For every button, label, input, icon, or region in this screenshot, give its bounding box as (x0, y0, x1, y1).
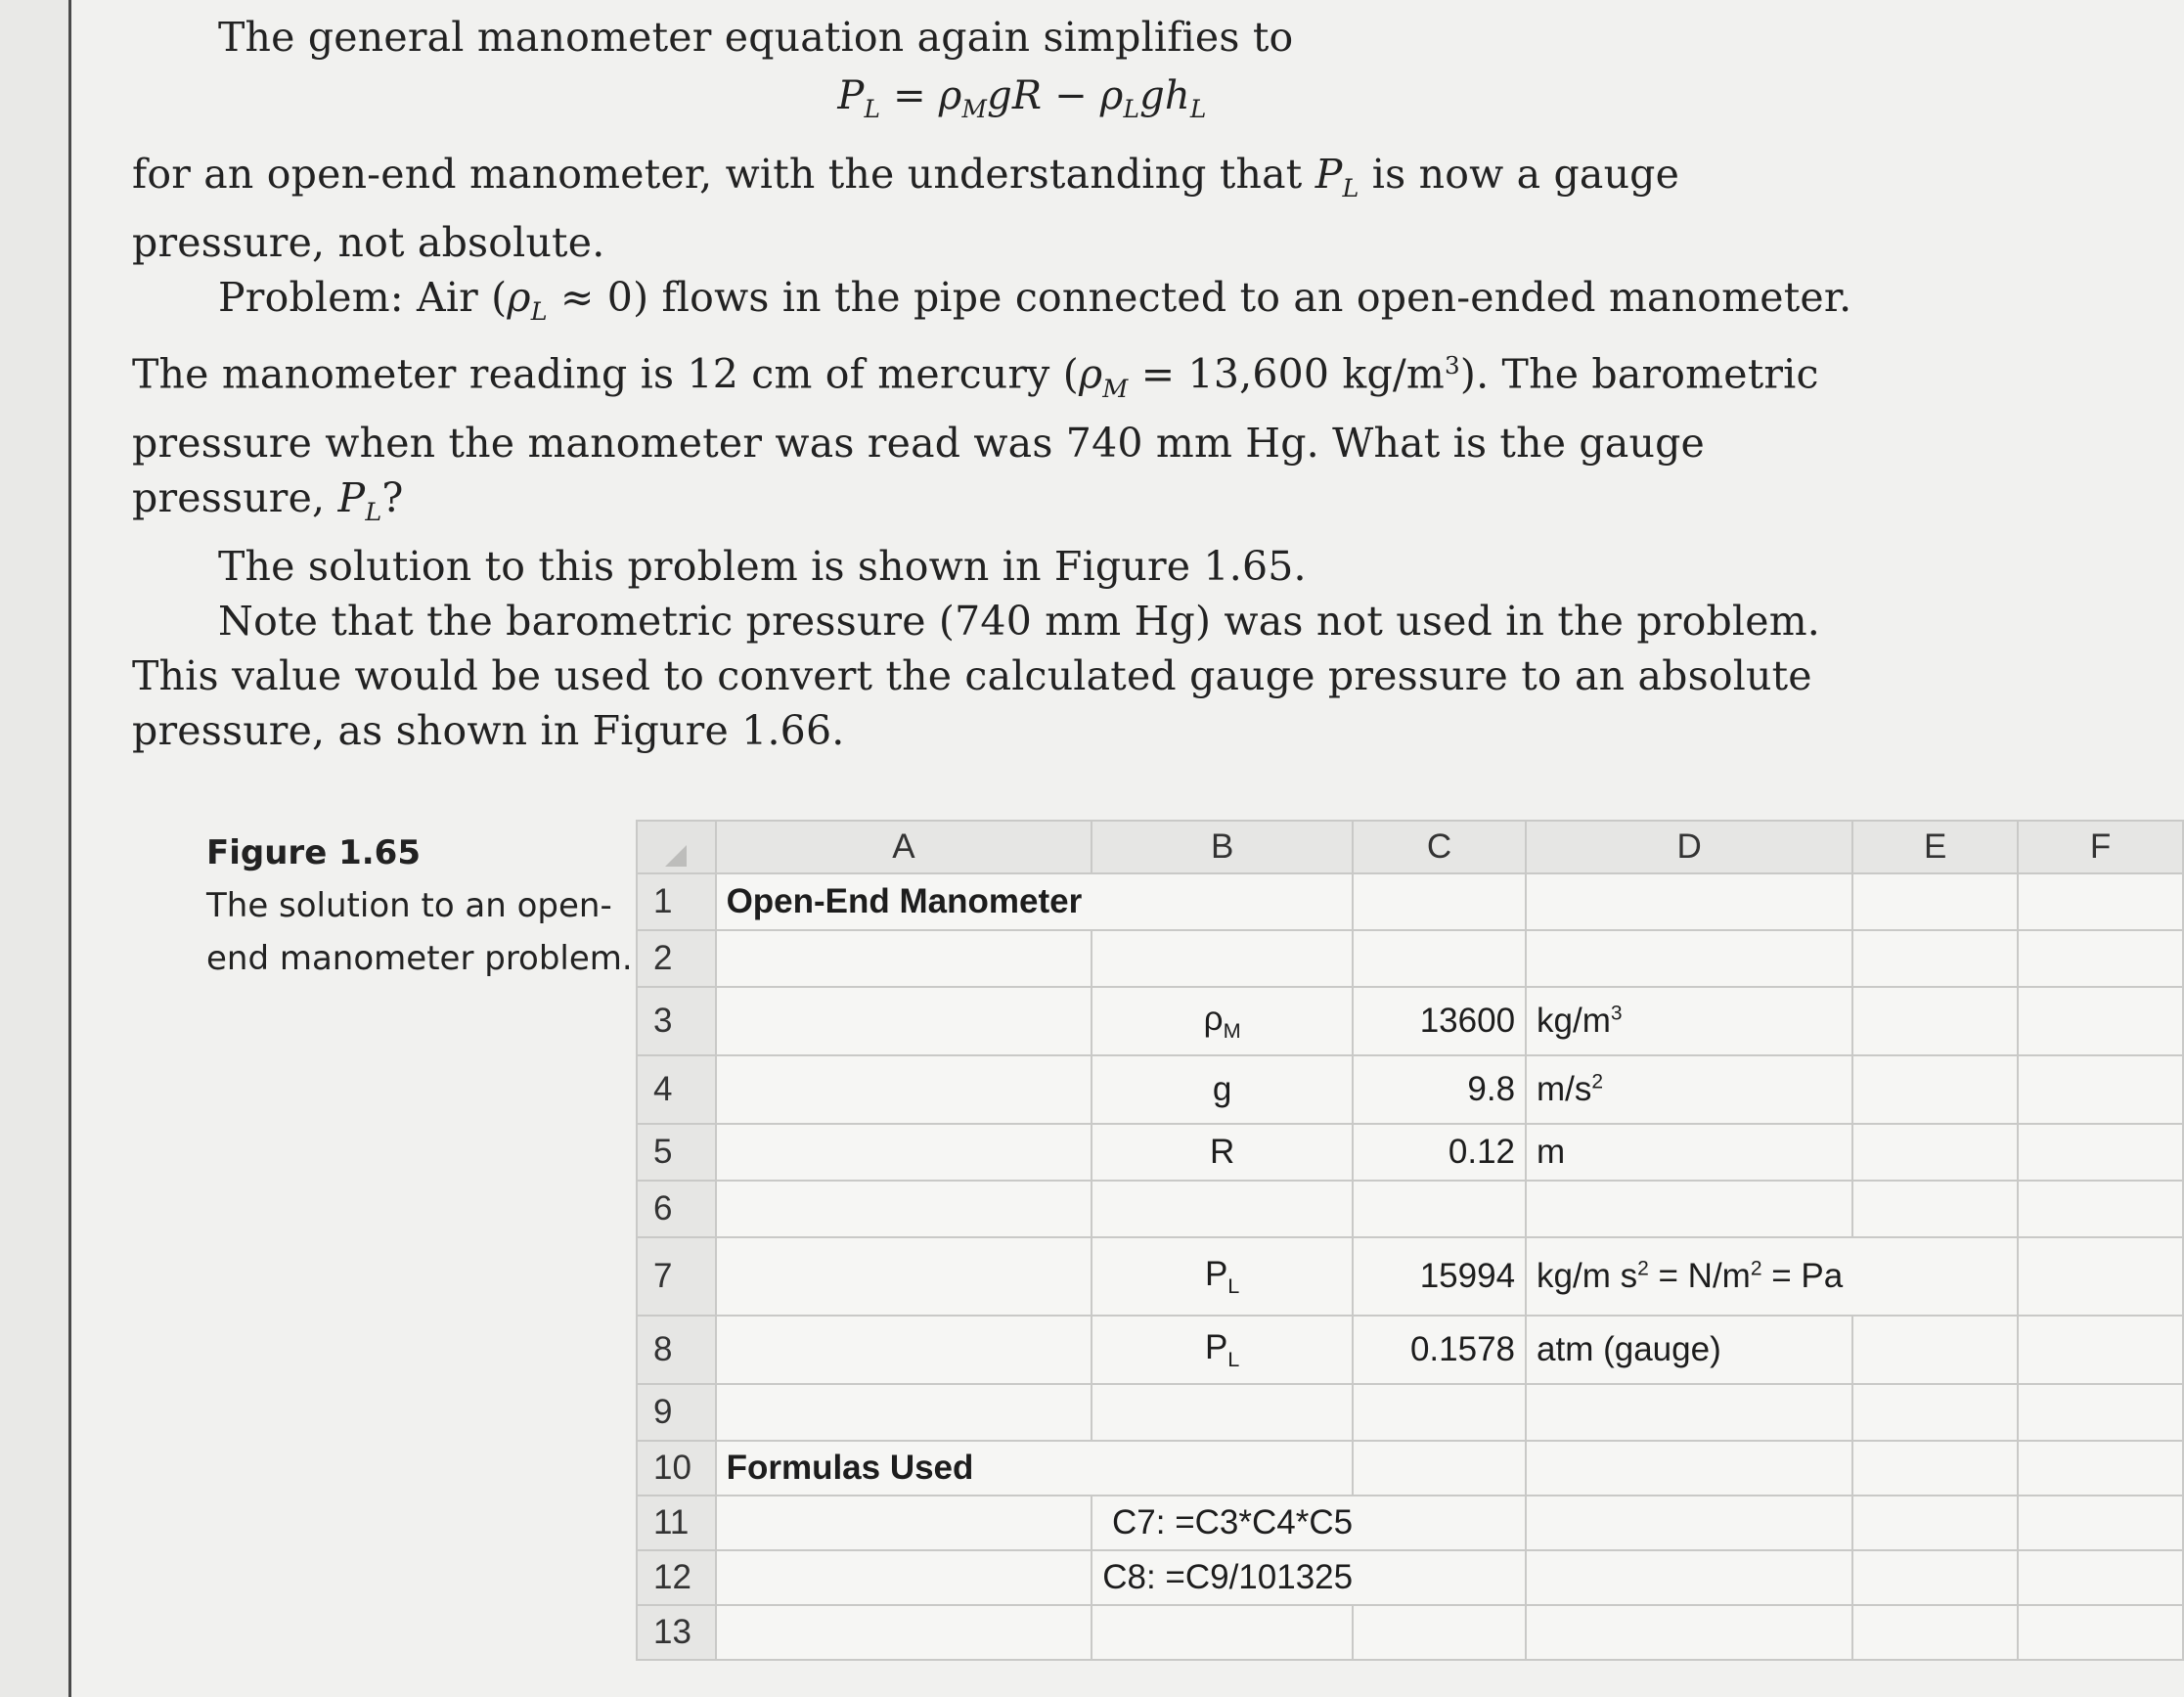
cell-d8-unit[interactable]: atm (gauge) (1526, 1316, 1852, 1384)
cell-d1[interactable] (1526, 873, 1852, 930)
table-row (637, 1055, 2183, 1124)
cell[interactable] (1526, 1441, 1852, 1496)
table-row (637, 930, 2183, 987)
column-header-f[interactable]: F (2018, 821, 2183, 873)
cell[interactable] (1092, 930, 1353, 987)
cell[interactable] (1852, 987, 2018, 1055)
cell[interactable] (1353, 930, 1526, 987)
cell-d7-unit[interactable]: kg/m $s^2 = N/m^2 = Pa$ (1526, 1237, 1852, 1316)
cell[interactable] (716, 930, 1092, 987)
table-row (637, 873, 2183, 930)
note-paragraph: Note that the barometric pressure (740 mm Hg) was not used in the problem. This value would be used to convert the calculated gauge pressure to an absolute pressure, as shown in Figure 1.66. (132, 598, 1821, 755)
row-header[interactable]: 7 (637, 1237, 716, 1316)
cell[interactable] (1353, 1550, 1526, 1605)
column-header-b[interactable]: B (1092, 821, 1353, 873)
cell-d5-unit[interactable]: m (1526, 1124, 1852, 1181)
cell[interactable] (1526, 1605, 1852, 1660)
column-header-e[interactable]: E (1852, 821, 2018, 873)
column-header-d[interactable]: D (1526, 821, 1852, 873)
cell[interactable] (1852, 1384, 2018, 1441)
cell[interactable] (1852, 1055, 2018, 1124)
cell[interactable] (2018, 1181, 2183, 1237)
cell[interactable] (1353, 1441, 1526, 1496)
cell[interactable] (1353, 1605, 1526, 1660)
cell-c8-value[interactable]: 0.1578 (1353, 1316, 1526, 1384)
cell[interactable] (2018, 1605, 2183, 1660)
cell[interactable] (716, 1550, 1092, 1605)
cell-d4-unit[interactable]: $m/s^2$ (1526, 1055, 1852, 1124)
cell-b4-label[interactable]: g (1092, 1055, 1353, 1124)
cell[interactable] (716, 1496, 1092, 1550)
cell[interactable] (2018, 1237, 2183, 1316)
cell-b8-label[interactable]: $P_L$ (1092, 1316, 1353, 1384)
spreadsheet (636, 820, 2184, 1661)
cell[interactable] (1353, 1496, 1526, 1550)
cell[interactable] (1092, 1384, 1353, 1441)
cell-b1[interactable] (1092, 873, 1353, 930)
cell[interactable] (1852, 1605, 2018, 1660)
row-header[interactable]: 10 (637, 1441, 716, 1496)
cell[interactable] (2018, 930, 2183, 987)
table-row (637, 1237, 2183, 1316)
cell-a10-formulas-title[interactable]: Formulas Used (716, 1441, 1092, 1496)
cell-b7-label[interactable]: $P_L$ (1092, 1237, 1353, 1316)
row-header[interactable]: 6 (637, 1181, 716, 1237)
cell[interactable] (1526, 1496, 1852, 1550)
cell[interactable] (716, 1605, 1092, 1660)
cell[interactable] (1092, 1605, 1353, 1660)
row-header[interactable]: 11 (637, 1496, 716, 1550)
table-row (637, 1550, 2183, 1605)
row-header[interactable]: 5 (637, 1124, 716, 1181)
cell-b5-label[interactable]: R (1092, 1124, 1353, 1181)
cell[interactable] (1526, 1550, 1852, 1605)
cell[interactable] (1852, 1237, 2018, 1316)
row-header[interactable]: 13 (637, 1605, 716, 1660)
column-header-row (637, 821, 2183, 873)
cell[interactable] (2018, 1316, 2183, 1384)
cell-d3-unit[interactable]: $kg/m^3$ (1526, 987, 1852, 1055)
row-header[interactable]: 12 (637, 1550, 716, 1605)
row-header[interactable]: 4 (637, 1055, 716, 1124)
manometer-equation: $P_L = \rho_MgR - \rho_Lgh_L$ (837, 73, 1207, 123)
cell[interactable] (1092, 1181, 1353, 1237)
cell[interactable] (2018, 987, 2183, 1055)
cell[interactable] (1526, 1384, 1852, 1441)
cell[interactable] (716, 1237, 1092, 1316)
problem-paragraph: Problem: Air $(\rho_L \approx 0)$ flows in the pipe connected to an open-ended manometer. The manometer reading is 12 cm of mercury ($\rho_M = 13,600$ $kg/m^3$). The barometric pressure when the manometer was read was 740 mm Hg. What is the gauge pressure, $P_L$? (132, 274, 1852, 527)
table-row (637, 1316, 2183, 1384)
cell[interactable] (2018, 1441, 2183, 1496)
cell[interactable] (1852, 1316, 2018, 1384)
table-row (637, 1605, 2183, 1660)
cell[interactable] (716, 1316, 1092, 1384)
cell-c1[interactable] (1353, 873, 1526, 930)
cell-c7-value[interactable]: 15994 (1353, 1237, 1526, 1316)
figure-number: Figure 1.65 (206, 833, 421, 872)
cell-b12-formula[interactable]: C8: =C9/101325 (1092, 1550, 1353, 1605)
cell[interactable] (1092, 1441, 1353, 1496)
cell[interactable] (1353, 1384, 1526, 1441)
cell-a1-title[interactable]: Open-End Manometer (716, 873, 1092, 930)
table-row (637, 1181, 2183, 1237)
cell-b3-label[interactable]: $\rho_M$ (1092, 987, 1353, 1055)
row-header[interactable]: 1 (637, 873, 716, 930)
table-row (637, 987, 2183, 1055)
cell[interactable] (716, 1055, 1092, 1124)
row-header[interactable]: 9 (637, 1384, 716, 1441)
row-header[interactable]: 3 (637, 987, 716, 1055)
table-row (637, 1496, 2183, 1550)
cell[interactable] (1353, 1181, 1526, 1237)
explanation-paragraph: for an open-end manometer, with the understanding that $P_L$ is now a gauge pressure, not absolute. (132, 151, 1680, 267)
cell[interactable] (2018, 1550, 2183, 1605)
select-all-corner[interactable] (637, 821, 716, 873)
cell[interactable] (716, 987, 1092, 1055)
cell[interactable] (1852, 1496, 2018, 1550)
cell[interactable] (716, 1384, 1092, 1441)
cell-c3-value[interactable]: 13600 (1353, 987, 1526, 1055)
cell[interactable] (2018, 1496, 2183, 1550)
table-row (637, 1384, 2183, 1441)
intro-line: The general manometer equation again simplifies to (218, 14, 1294, 61)
cell[interactable] (1852, 1181, 2018, 1237)
cell[interactable] (716, 1181, 1092, 1237)
figure-caption-text: The solution to an open-end manometer problem. (206, 886, 633, 978)
cell-f1[interactable] (2018, 873, 2183, 930)
cell[interactable] (1852, 1441, 2018, 1496)
cell[interactable] (2018, 1055, 2183, 1124)
solution-reference: The solution to this problem is shown in Figure 1.65. (218, 543, 1307, 591)
cell[interactable] (1852, 1550, 2018, 1605)
body-text (132, 10, 1853, 758)
cell-e1[interactable] (1852, 873, 2018, 930)
cell-b11-formula[interactable]: C7: =C3*C4*C5 (1092, 1496, 1353, 1550)
cell[interactable] (1526, 1181, 1852, 1237)
column-header-a[interactable]: A (716, 821, 1092, 873)
cell-c4-value[interactable]: 9.8 (1353, 1055, 1526, 1124)
row-header[interactable]: 2 (637, 930, 716, 987)
cell[interactable] (2018, 1124, 2183, 1181)
cell[interactable] (1852, 1124, 2018, 1181)
figure-caption (206, 826, 666, 985)
column-header-c[interactable]: C (1353, 821, 1526, 873)
row-header[interactable]: 8 (637, 1316, 716, 1384)
table-row (637, 1124, 2183, 1181)
cell[interactable] (2018, 1384, 2183, 1441)
table-row (637, 1441, 2183, 1496)
cell[interactable] (716, 1124, 1092, 1181)
cell-c5-value[interactable]: 0.12 (1353, 1124, 1526, 1181)
cell[interactable] (1526, 930, 1852, 987)
cell[interactable] (1852, 930, 2018, 987)
